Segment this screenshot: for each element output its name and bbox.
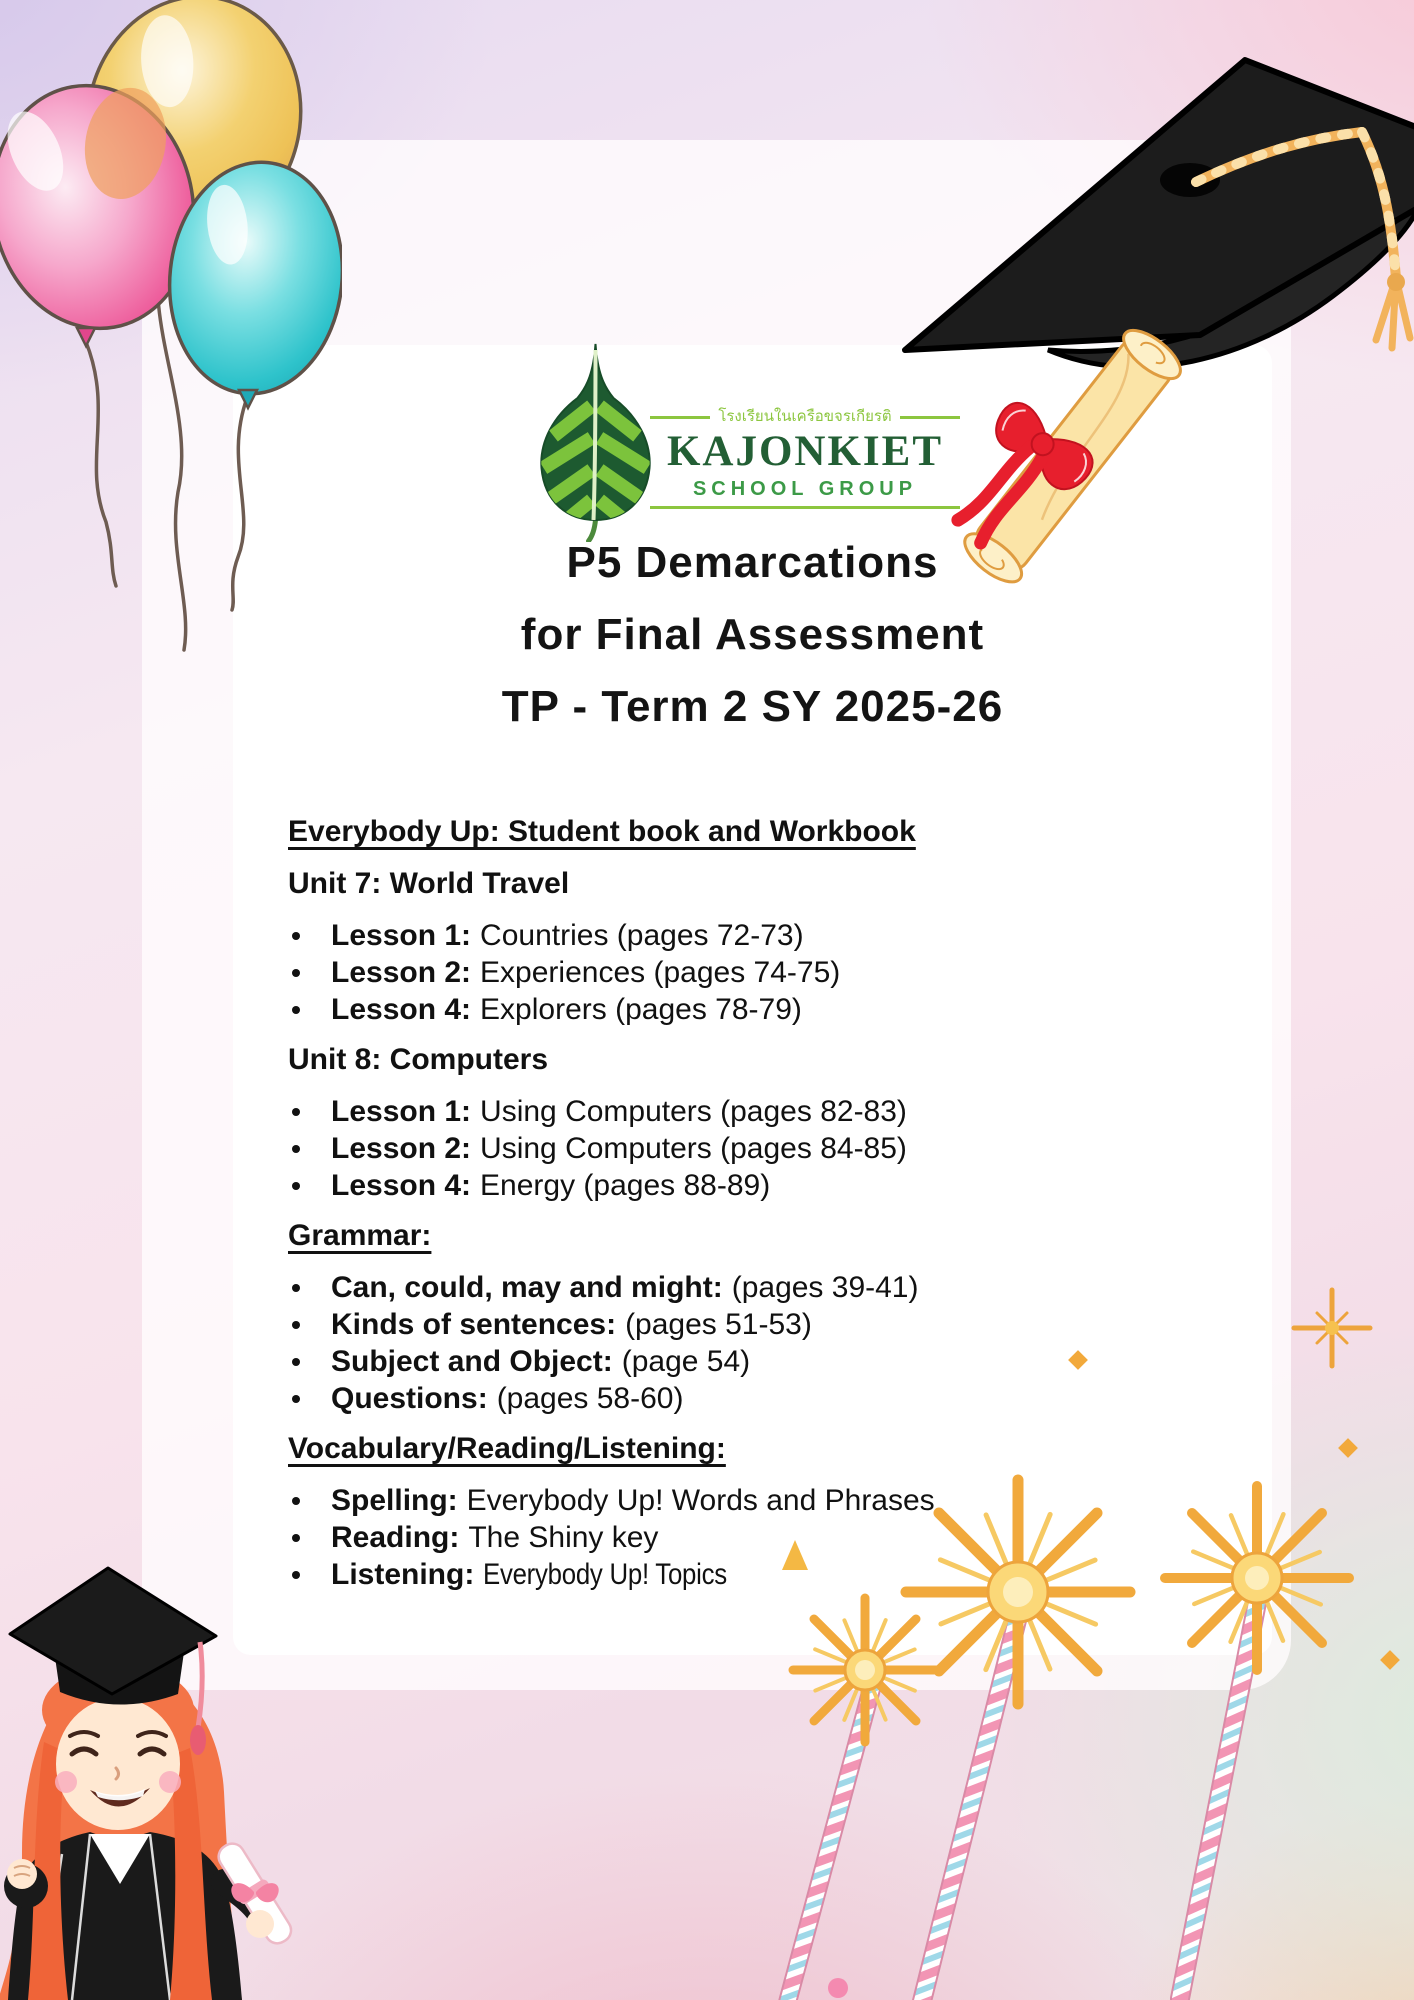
- list-item: Can, could, may and might: (pages 39-41): [288, 1269, 1058, 1306]
- bullet-dot: [292, 1145, 300, 1153]
- title-line-3: TP - Term 2 SY 2025-26: [501, 682, 1004, 731]
- logo-subtitle: SCHOOL GROUP: [692, 478, 918, 500]
- bullet-dot: [292, 1497, 300, 1505]
- section-heading-vocabulary: Vocabulary/Reading/Listening:: [288, 1432, 726, 1465]
- diploma-scroll-icon: [948, 298, 1200, 614]
- logo-thai-name: โรงเรียนในเครือขจรเกียรติ: [718, 408, 892, 425]
- section-heading-everybody-up: Everybody Up: Student book and Workbook: [288, 815, 916, 848]
- list-item: Lesson 4: Explorers (pages 78-79): [288, 991, 1058, 1028]
- balloons-icon: [0, 0, 342, 672]
- section-heading-unit-7: Unit 7: World Travel: [288, 867, 570, 900]
- list-item: Kinds of sentences: (pages 51-53): [288, 1306, 1058, 1343]
- list-item: Lesson 4: Energy (pages 88-89): [288, 1167, 1058, 1204]
- sparkle-star-icon: [1294, 1290, 1370, 1366]
- bullet-dot: [292, 1395, 300, 1403]
- unit-7-list: [288, 917, 1058, 1028]
- list-item: Subject and Object: (page 54): [288, 1343, 1058, 1380]
- list-item: Lesson 2: Using Computers (pages 84-85): [288, 1130, 1058, 1167]
- unit-8-list: [288, 1093, 1058, 1204]
- bullet-dot: [292, 1284, 300, 1292]
- title-line-1: P5 Demarcations: [566, 538, 939, 587]
- list-item: Spelling: Everybody Up! Words and Phrases: [288, 1482, 1058, 1519]
- bullet-dot: [292, 1108, 300, 1116]
- list-item: Lesson 1: Using Computers (pages 82-83): [288, 1093, 1058, 1130]
- logo-underline: [650, 506, 960, 509]
- graduate-student-icon: [0, 1542, 336, 2000]
- list-item: Lesson 2: Experiences (pages 74-75): [288, 954, 1058, 991]
- bullet-dot: [292, 1321, 300, 1329]
- section-heading-grammar: Grammar:: [288, 1219, 432, 1252]
- bullet-dot: [292, 969, 300, 977]
- bullet-dot: [292, 1182, 300, 1190]
- logo-school-name: KAJONKIET: [666, 428, 944, 475]
- logo-rule-left: [650, 416, 710, 419]
- title-line-2: for Final Assessment: [520, 610, 985, 659]
- bullet-dot: [292, 932, 300, 940]
- list-item: Questions: (pages 58-60): [288, 1380, 1058, 1417]
- school-logo: [650, 408, 960, 509]
- list-item: Listening: Everybody Up! Topics: [288, 1556, 1058, 1593]
- leaf-logo-icon: [539, 342, 652, 542]
- bullet-dot: [292, 1534, 300, 1542]
- list-item: Reading: The Shiny key: [288, 1519, 1058, 1556]
- section-heading-unit-8: Unit 8: Computers: [288, 1043, 549, 1076]
- bullet-dot: [292, 1358, 300, 1366]
- list-item: Lesson 1: Countries (pages 72-73): [288, 917, 1058, 954]
- sparklers-icon: [760, 1240, 1414, 2000]
- logo-thai-row: [650, 408, 960, 426]
- bullet-dot: [292, 1006, 300, 1014]
